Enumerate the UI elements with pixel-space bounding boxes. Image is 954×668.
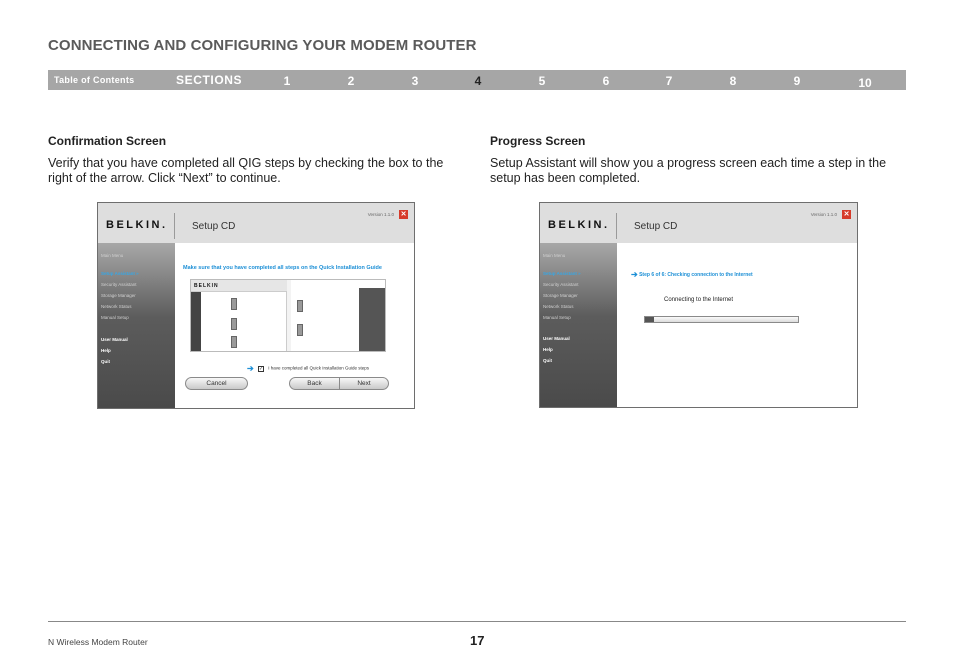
app-sidebar (98, 243, 175, 408)
sidebar-item-network-status[interactable]: Network Status (543, 304, 574, 309)
app-content (175, 243, 414, 408)
page-number: 17 (470, 633, 485, 648)
device-illustration (231, 298, 237, 310)
close-icon[interactable]: ✕ (400, 211, 407, 218)
progress-fill (645, 317, 654, 322)
progress-screenshot (539, 202, 858, 408)
section-nav-bar (48, 70, 906, 90)
sidebar-item-main-menu[interactable]: Main Menu (543, 253, 566, 258)
confirmation-screen-heading: Confirmation Screen (48, 134, 167, 148)
arrow-right-icon: ➔ (631, 270, 638, 279)
sidebar-item-user-manual[interactable]: User Manual (101, 337, 128, 342)
guide-page-right (291, 280, 385, 351)
table-of-contents-link[interactable]: Table of Contents (54, 75, 135, 85)
sidebar-item-network-status[interactable]: Network Status (101, 304, 132, 309)
sidebar-item-manual-setup[interactable]: Manual Setup (543, 315, 571, 320)
back-button[interactable]: Back (289, 377, 340, 390)
section-link-3[interactable]: 3 (411, 74, 419, 88)
device-illustration (297, 324, 303, 336)
device-illustration (231, 336, 237, 348)
connection-progress-bar (644, 316, 799, 323)
section-link-9[interactable]: 9 (793, 74, 801, 88)
guide-logo: BELKIN (194, 283, 219, 289)
next-button[interactable]: Next (339, 377, 389, 390)
app-header (98, 203, 414, 243)
section-link-6[interactable]: 6 (602, 74, 610, 88)
qig-complete-checkbox[interactable]: ✓ (258, 365, 264, 372)
sidebar-item-storage-manager[interactable]: Storage Manager (543, 293, 578, 298)
section-link-5[interactable]: 5 (538, 74, 546, 88)
confirmation-screen-text: Verify that you have completed all QIG steps by checking the box to the right of the arrow. Click “Next” to continue. (48, 156, 444, 185)
sidebar-item-setup-assistant[interactable]: Setup Assistant » (543, 271, 581, 276)
guide-sidebar (191, 292, 201, 351)
step-text: Step 6 of 6: Checking connection to the Internet (639, 271, 753, 278)
step-indicator (631, 270, 753, 279)
belkin-logo: BELKIN. (106, 219, 168, 231)
app-title: Setup CD (634, 221, 678, 232)
section-link-4[interactable]: 4 (474, 74, 482, 88)
checkbox-label: I have completed all Quick Installation Guide steps (268, 365, 370, 371)
app-title: Setup CD (192, 221, 236, 232)
progress-screen-text: Setup Assistant will show you a progress screen each time a step in the setup has been completed. (490, 156, 887, 185)
section-link-10[interactable]: 10 (858, 76, 872, 90)
guide-header-bar (191, 280, 287, 292)
arrow-right-icon: ➔ (247, 364, 254, 373)
sections-label: SECTIONS (176, 73, 243, 87)
section-link-1[interactable]: 1 (283, 74, 291, 88)
header-divider (174, 213, 175, 239)
confirmation-screenshot (97, 202, 415, 409)
sidebar-item-security-assistant[interactable]: Security Assistant (543, 282, 579, 287)
device-illustration (297, 300, 303, 312)
section-link-7[interactable]: 7 (665, 74, 673, 88)
quick-installation-guide-image (190, 279, 386, 352)
close-icon[interactable]: ✕ (843, 211, 850, 218)
app-sidebar (540, 243, 617, 407)
sidebar-item-storage-manager[interactable]: Storage Manager (101, 293, 136, 298)
sidebar-item-manual-setup[interactable]: Manual Setup (101, 315, 129, 320)
header-divider (616, 213, 617, 239)
connection-status: Connecting to the Internet (664, 297, 734, 303)
sidebar-item-quit[interactable]: Quit (543, 358, 552, 363)
section-link-8[interactable]: 8 (729, 74, 737, 88)
version-label: Version 1.1.0 (810, 212, 837, 217)
sidebar-item-main-menu[interactable]: Main Menu (101, 253, 124, 258)
version-label: Version 1.1.0 (367, 212, 394, 217)
sidebar-item-help[interactable]: Help (543, 347, 553, 352)
sidebar-item-quit[interactable]: Quit (101, 359, 110, 364)
cancel-button[interactable]: Cancel (185, 377, 248, 390)
app-content (617, 243, 857, 407)
sidebar-item-user-manual[interactable]: User Manual (543, 336, 570, 341)
guide-page-left (191, 280, 287, 351)
app-header (540, 203, 857, 243)
qig-confirm-row (247, 364, 369, 373)
page-title: CONNECTING AND CONFIGURING YOUR MODEM ROUTER (48, 37, 477, 54)
footer-divider (48, 621, 906, 622)
qig-instruction: Make sure that you have completed all steps on the Quick Installation Guide (183, 265, 382, 271)
product-name: N Wireless Modem Router (48, 637, 148, 647)
sidebar-item-help[interactable]: Help (101, 348, 111, 353)
guide-sidebar-right (359, 288, 385, 351)
sidebar-item-security-assistant[interactable]: Security Assistant (101, 282, 137, 287)
section-link-2[interactable]: 2 (347, 74, 355, 88)
belkin-logo: BELKIN. (548, 219, 610, 231)
sidebar-item-setup-assistant[interactable]: Setup Assistant » (101, 271, 139, 276)
device-illustration (231, 318, 237, 330)
progress-screen-heading: Progress Screen (490, 134, 586, 148)
